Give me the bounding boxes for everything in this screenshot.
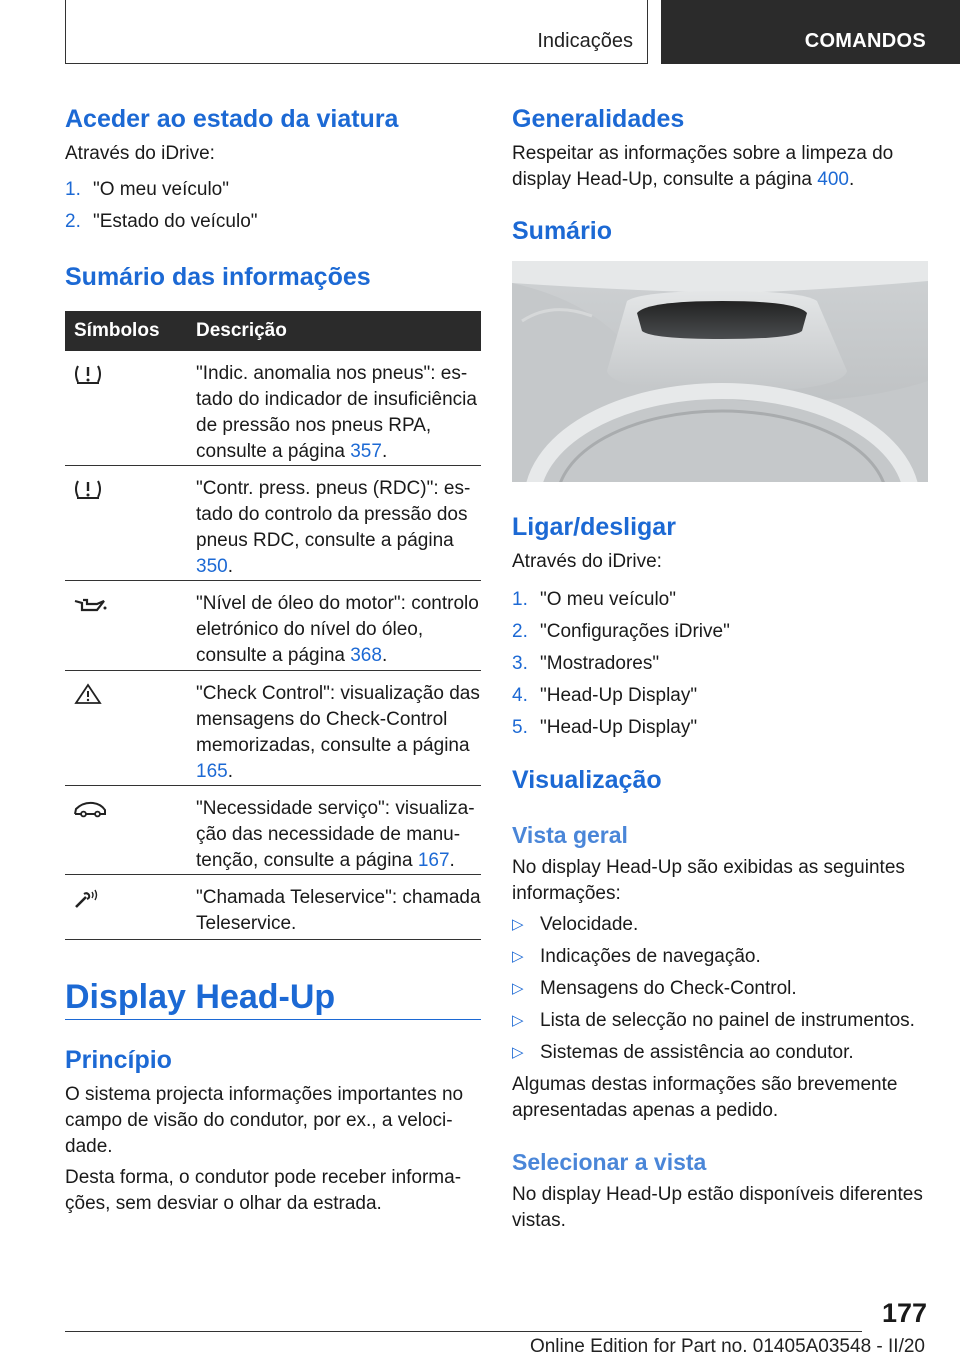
column-header-description: Descrição xyxy=(196,320,287,341)
table-row xyxy=(65,466,481,581)
vehicle-status-intro: Através do iDrive: xyxy=(65,143,215,164)
tire-pressure-warning-icon xyxy=(73,478,103,500)
row-description: "Chamada Teleservice": chamada Teleservice. xyxy=(196,887,481,934)
chapter-title-head-up-display: Display Head-Up xyxy=(65,978,336,1016)
row-description: "Indic. anomalia nos pneus": estado do indicador de insuficiência de pressão nos pneus RPA, consulte a página 357. xyxy=(196,363,477,462)
header-chapter-tab xyxy=(661,0,960,64)
step-number: 4. xyxy=(512,685,528,706)
table-row xyxy=(65,786,481,875)
section-title-display: Visualização xyxy=(512,766,662,794)
list-item xyxy=(65,209,481,241)
bullet-triangle-icon: ▷ xyxy=(512,1044,524,1061)
page-number: 177 xyxy=(881,1298,927,1328)
list-item xyxy=(65,177,481,209)
step-text: "Head-Up Display" xyxy=(540,717,698,738)
step-number: 5. xyxy=(512,717,528,738)
bullet-triangle-icon: ▷ xyxy=(512,916,524,933)
overview-note: Algumas destas informações são brevemente apresentadas apenas a pedido. xyxy=(512,1074,898,1121)
on-off-steps xyxy=(512,587,928,747)
title-divider xyxy=(65,1019,481,1020)
subsection-title-overview: Vista geral xyxy=(512,822,628,848)
row-description: "Check Control": visualização das mensagens do Check-Control memorizadas, consulte a página 165. xyxy=(196,683,480,782)
list-item xyxy=(512,651,928,683)
subsection-title-select-view: Selecionar a vista xyxy=(512,1149,707,1175)
overview-bullets xyxy=(512,912,932,1072)
column-header-symbols: Símbolos xyxy=(74,320,160,341)
footer-divider xyxy=(65,1331,862,1332)
section-title-on-off: Ligar/desligar xyxy=(512,513,676,541)
header-section-tab xyxy=(65,0,648,64)
row-description: "Nível de óleo do motor": controlo eletrónico do nível do óleo, consulte a página 368. xyxy=(196,593,479,666)
wrench-signal-icon xyxy=(73,887,103,909)
section-title-overview: Sumário xyxy=(512,217,613,245)
list-item xyxy=(512,683,928,715)
table-row xyxy=(65,671,481,786)
list-item xyxy=(512,619,928,651)
list-item: ▷ Indicações de navegação. xyxy=(512,944,932,976)
general-paragraph: Respeitar as informações sobre a limpeza do display Head-Up, consulte a página 400. xyxy=(512,143,894,190)
list-item: ▷ Lista de selecção no painel de instrumentos. xyxy=(512,1008,932,1040)
tire-pressure-warning-icon xyxy=(73,363,103,385)
step-text: "Configurações iDrive" xyxy=(540,621,730,642)
page-reference-link[interactable]: 350 xyxy=(196,556,228,577)
select-view-paragraph: No display Head-Up estão disponíveis diferentes vistas. xyxy=(512,1184,923,1231)
step-text: "Estado do veículo" xyxy=(93,211,258,232)
step-text: "O meu veículo" xyxy=(540,589,676,610)
info-summary-table xyxy=(65,311,481,940)
head-up-display-photo xyxy=(512,261,928,482)
table-header xyxy=(65,311,481,351)
list-item xyxy=(512,715,928,747)
footer-edition: Online Edition for Part no. 01405A03548 - II/20 xyxy=(529,1336,925,1357)
vehicle-status-steps xyxy=(65,177,481,241)
page-reference-link[interactable]: 368 xyxy=(350,645,382,666)
header-chapter-label: COMANDOS xyxy=(804,30,926,52)
principle-paragraph-1: O sistema projecta informações importantes no campo de visão do condutor, por ex., a velocidade. xyxy=(65,1084,464,1157)
section-title-info-summary: Sumário das informações xyxy=(65,263,371,291)
page-reference-link[interactable]: 167 xyxy=(417,850,450,871)
list-item: ▷ Sistemas de assistência ao condutor. xyxy=(512,1040,932,1072)
overview-intro: No display Head-Up são exibidas as seguintes informações: xyxy=(512,857,905,904)
step-number: 2. xyxy=(65,211,81,232)
list-item: ▷ Mensagens do Check-Control. xyxy=(512,976,932,1008)
step-text: "O meu veículo" xyxy=(93,179,229,200)
list-item xyxy=(512,587,928,619)
step-number: 3. xyxy=(512,653,528,674)
step-number: 1. xyxy=(65,179,81,200)
bullet-triangle-icon: ▷ xyxy=(512,1012,524,1029)
section-title-general: Generalidades xyxy=(512,105,685,133)
page-reference-link[interactable]: 357 xyxy=(350,441,382,462)
principle-paragraph-2: Desta forma, o condutor pode receber informações, sem desviar o olhar da estrada. xyxy=(65,1167,462,1214)
header-section-label: Indicações xyxy=(537,30,633,52)
bullet-triangle-icon: ▷ xyxy=(512,948,524,965)
step-text: "Mostradores" xyxy=(540,653,660,674)
table-row xyxy=(65,351,481,466)
oil-can-icon xyxy=(73,593,107,615)
step-number: 2. xyxy=(512,621,528,642)
step-text: "Head-Up Display" xyxy=(540,685,698,706)
section-title-principle: Princípio xyxy=(65,1046,172,1074)
step-number: 1. xyxy=(512,589,528,610)
table-row xyxy=(65,875,481,940)
list-item: ▷ Velocidade. xyxy=(512,912,932,944)
car-service-icon xyxy=(73,798,107,820)
page-reference-link[interactable]: 165 xyxy=(196,761,228,782)
table-row xyxy=(65,581,481,671)
section-title-vehicle-status: Aceder ao estado da viatura xyxy=(65,105,399,133)
warning-triangle-icon xyxy=(73,683,103,705)
bullet-triangle-icon: ▷ xyxy=(512,980,524,997)
page-reference-link[interactable]: 400 xyxy=(817,169,849,190)
on-off-intro: Através do iDrive: xyxy=(512,551,662,572)
row-description: "Necessidade serviço": visualização das necessidade de manutenção, consulte a página 167. xyxy=(196,798,475,871)
row-description: "Contr. press. pneus (RDC)": estado do controlo da pressão dos pneus RDC, consulte a página 350. xyxy=(196,478,471,577)
